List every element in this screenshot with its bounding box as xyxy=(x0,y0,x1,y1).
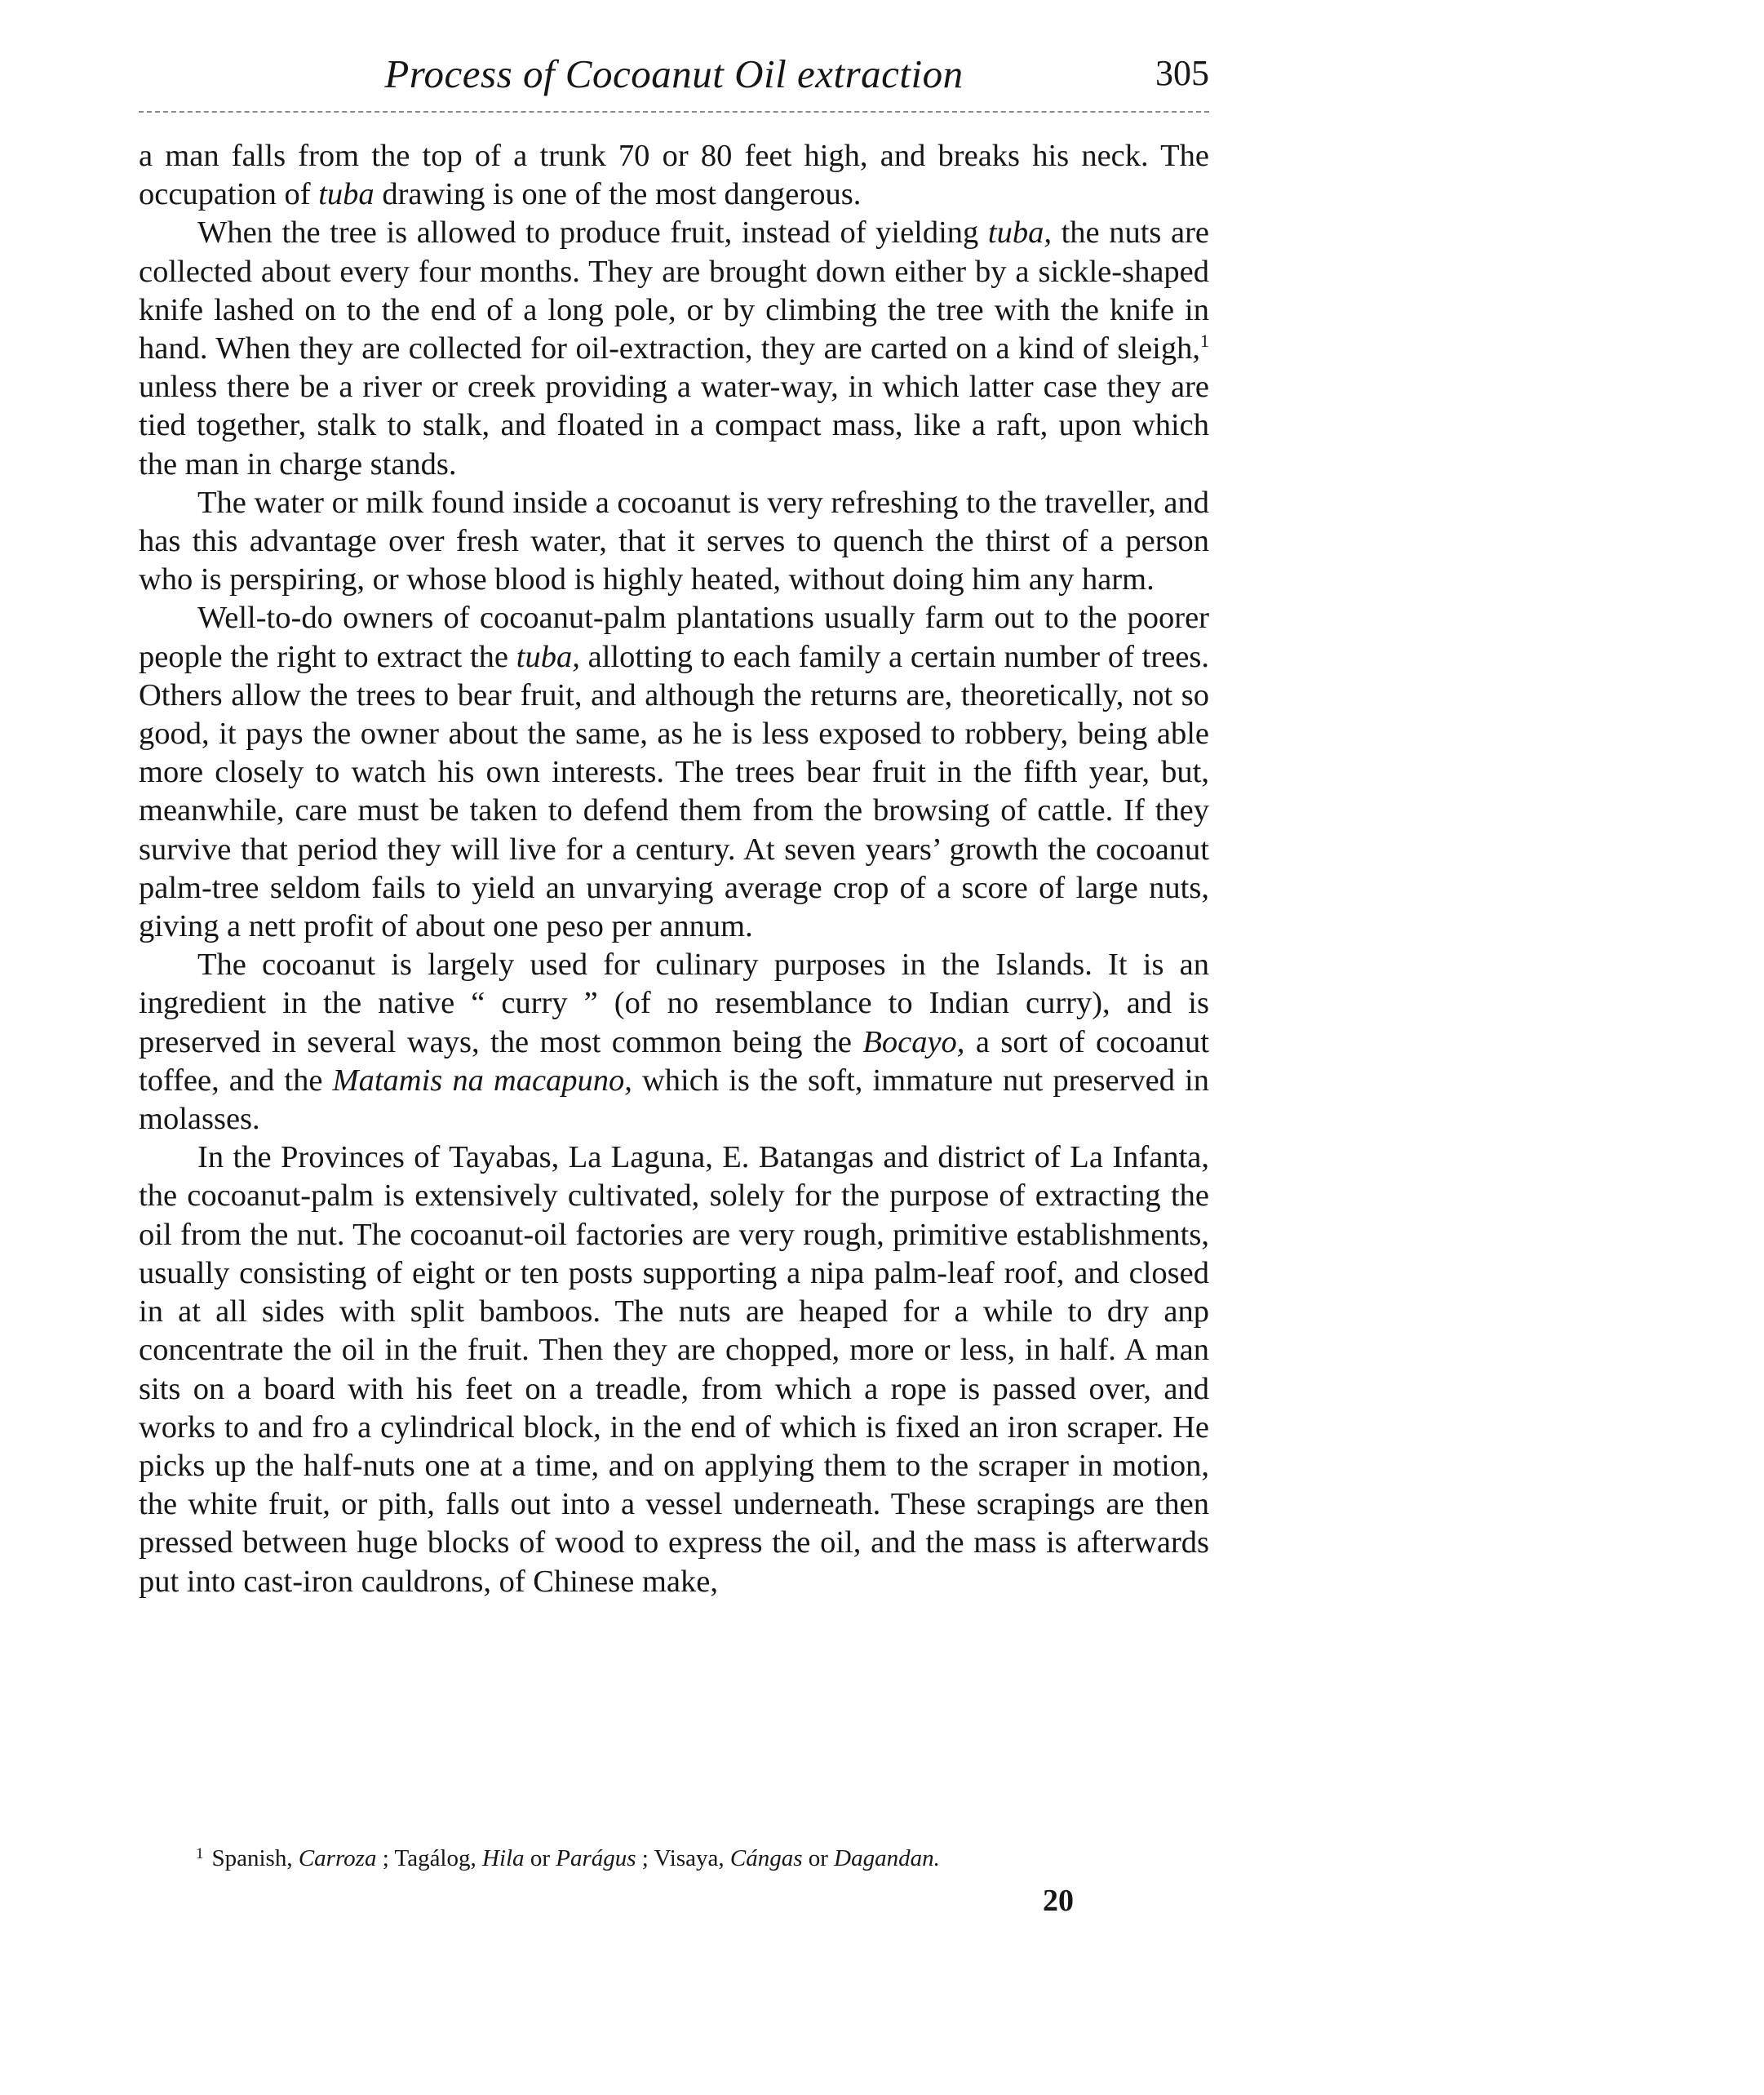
italic-term: Bocayo, xyxy=(862,1024,965,1059)
italic-term: tuba xyxy=(318,177,375,212)
signature-mark: 20 xyxy=(1043,1884,1074,1918)
paragraph-4: Well-to-do owners of cocoanut-palm plantations usually farm out to the poorer people the right to extract the tuba, allotting to each family a certain number of trees. Others allow the trees to bear fruit, and although the returns are, theoretically, not so good, it pays the owner about the same, as he is less exposed to robbery, being able more closely to watch his own interests. The trees bear fruit in the fifth year, but, meanwhile, care must be taken to defend them from the browsing of cattle. If they survive that period they will live for a century. At seven years’ growth the cocoanut palm-tree seldom fails to yield an unvarying average crop of a score of large nuts, giving a nett profit of about one peso per annum. xyxy=(139,601,1209,944)
paragraph-2: When the tree is allowed to produce fruit, instead of yielding tuba, the nuts are collected about every four months. They are brought down either by a sickle-shaped knife lashed on to the end of a long pole, or by climbing the tree with the knife in hand. When they are collected for oil-extraction, they are carted on a kind of sleigh,$^1$ unless there be a river or creek providing a water-way, in which latter case they are tied together, stalk to stalk, and floated in a compact mass, like a raft, upon which the man in charge stands. xyxy=(139,215,1209,482)
running-head xyxy=(139,51,1209,100)
paragraph-5: The cocoanut is largely used for culinary purposes in the Islands. It is an ingredient in the native “ curry ” (of no resemblance to Indian curry), and is preserved in several ways, the most common being the Bocayo, a sort of cocoanut toffee, and the Matamis na macapuno, which is the soft, immature nut preserved in molasses. xyxy=(139,948,1209,1137)
header-rule xyxy=(139,111,1209,113)
book-page xyxy=(139,0,1209,2095)
italic-term: tuba, xyxy=(516,639,580,674)
page-number: 305 xyxy=(1155,53,1209,93)
footnote: $^1$ Spanish, Carroza ; Tagálog, Hila or Parágus ; Visaya, Cángas or Dagandan. xyxy=(196,1845,940,1871)
footnote-marker: 1 xyxy=(196,1845,204,1862)
paragraph-3: The water or milk found inside a cocoanut is very refreshing to the traveller, and has this advantage over fresh water, that it serves to quench the thirst of a person who is perspiring, or whose blood is highly heated, without doing him any harm. xyxy=(139,485,1209,597)
italic-term: tuba, xyxy=(987,215,1052,251)
paragraph-6: In the Provinces of Tayabas, La Laguna, E. Batangas and district of La Infanta, the cocoanut-palm is extensively cultivated, solely for the purpose of extracting the oil from the nut. The cocoanut-oil factories are very rough, primitive establishments, usually consisting of eight or ten posts supporting a nipa palm-leaf roof, and closed in at all sides with split bamboos. The nuts are heaped for a while to dry anp concentrate the oil in the fruit. Then they are chopped, more or less, in half. A man sits on a board with his feet on a treadle, from which a rope is passed over, and works to and fro a cylindrical block, in the end of which is fixed an iron scraper. He picks up the half-nuts one at a time, and on applying them to the scraper in motion, the white fruit, or pith, falls out into a vessel underneath. These scrapings are then pressed between huge blocks of wood to express the oil, and the mass is afterwards put into cast-iron cauldrons, of Chinese make, xyxy=(139,1140,1209,1599)
italic-term: Matamis na macapuno, xyxy=(332,1063,632,1098)
paragraph-1: a man falls from the top of a trunk 70 or 80 feet high, and breaks his neck. The occupation of tuba drawing is one of the most dangerous. xyxy=(139,139,1209,212)
page-title: Process of Cocoanut Oil extraction xyxy=(384,51,964,96)
body-text xyxy=(139,137,1209,1601)
footnote-reference: 1 xyxy=(1200,331,1209,352)
